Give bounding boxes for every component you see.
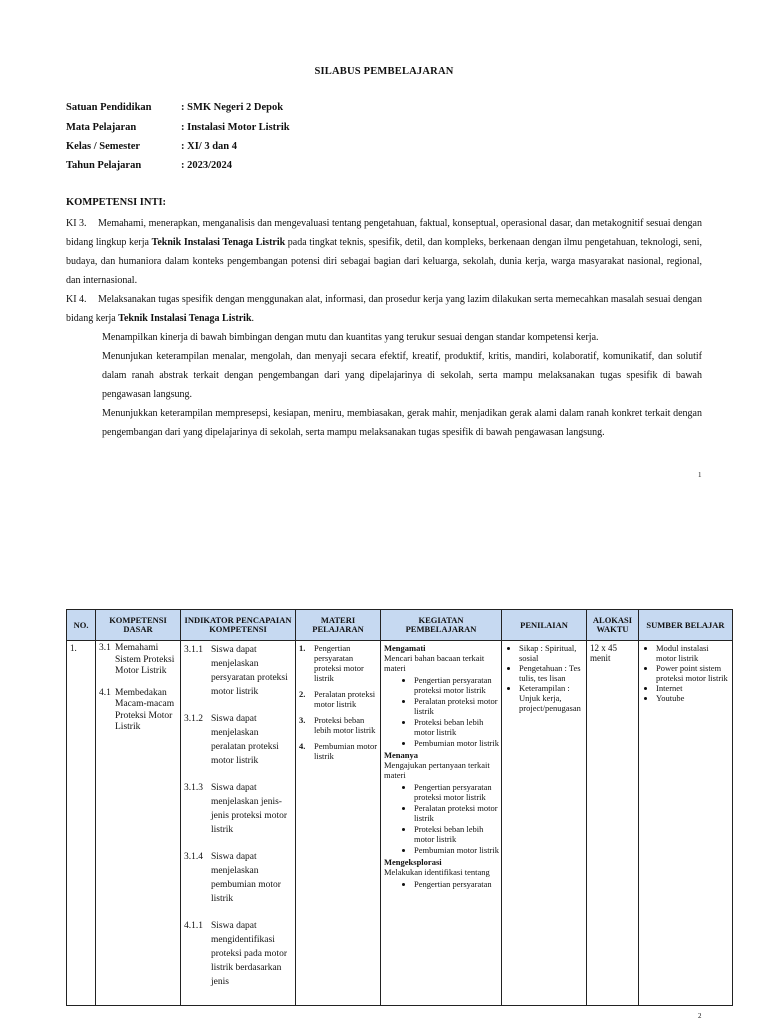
page-number-1: 1 bbox=[698, 471, 702, 479]
cell-kegiatan bbox=[381, 641, 502, 1006]
kd-text: Memahami Sistem Proteksi Motor Listrik bbox=[115, 643, 175, 676]
indikator-number: 3.1.3 bbox=[184, 783, 203, 793]
materi-item bbox=[299, 643, 378, 683]
indikator-text: Siswa dapat menjelaskan pembumian motor listrik bbox=[211, 852, 281, 904]
identity-label: Kelas / Semester bbox=[66, 141, 141, 152]
cell-alokasi: 12 x 45 menit bbox=[587, 641, 639, 1006]
ki-4-label: KI 4. bbox=[66, 294, 87, 305]
column-header: KEGIATAN PEMBELAJARAN bbox=[381, 610, 502, 641]
indikator-item bbox=[184, 712, 293, 768]
kegiatan-title: Mengamati bbox=[384, 643, 426, 653]
column-header: SUMBER BELAJAR bbox=[639, 610, 733, 641]
indikator-number: 4.1.1 bbox=[184, 921, 203, 931]
identity-value: : XI/ 3 dan 4 bbox=[181, 141, 238, 152]
cell-indikator bbox=[181, 641, 296, 1006]
table-row bbox=[67, 641, 733, 1006]
list-item: • Peralatan proteksi motor listrik bbox=[414, 696, 499, 716]
identity-value: : 2023/2024 bbox=[181, 160, 233, 171]
materi-item bbox=[299, 689, 378, 709]
kegiatan-desc: Mencari bahan bacaan terkait materi bbox=[384, 653, 485, 673]
indikator-number: 3.1.2 bbox=[184, 714, 203, 724]
materi-number: 2. bbox=[299, 689, 306, 699]
kegiatan-desc: Melakukan identifikasi tentang bbox=[384, 867, 490, 877]
indikator-text: Siswa dapat menjelaskan persyaratan proteksi motor listrik bbox=[211, 645, 288, 697]
syllabus-table bbox=[66, 609, 733, 1006]
kd-number: 4.1 bbox=[99, 687, 111, 698]
sumber-item: • Internet bbox=[656, 683, 730, 693]
materi-item bbox=[299, 741, 378, 761]
ki-4-para-2: Menampilkan kinerja di bawah bimbingan dengan mutu dan kuantitas yang terukur sesuai dengan standar kompetensi kerja. bbox=[102, 332, 599, 343]
identity-label: Mata Pelajaran bbox=[66, 122, 137, 133]
list-item: • Peralatan proteksi motor listrik bbox=[414, 803, 499, 823]
ki-4-para-4: Menunjukkan keterampilan mempresepsi, kesiapan, meniru, membiasakan, gerak mahir, menjadikan gerak alami dalam ranah konkret terkait dengan pengembangan dari yang dipelajarinya di sekolah, serta mampu melaksanakan tugas spesifik di bawah pengawasan langsung. bbox=[102, 408, 702, 438]
kegiatan-desc: Mengajukan pertanyaan terkait materi bbox=[384, 760, 490, 780]
materi-text: Peralatan proteksi motor listrik bbox=[314, 689, 376, 709]
list-item: • Pembumian motor listrik bbox=[414, 845, 499, 855]
column-header: MATERI PELAJARAN bbox=[296, 610, 381, 641]
materi-number: 4. bbox=[299, 741, 306, 751]
ki-3 bbox=[66, 214, 702, 290]
penilaian-item: • Sikap : Spiritual, sosial bbox=[519, 643, 584, 663]
indikator-item bbox=[184, 850, 293, 906]
column-header: KOMPETENSI DASAR bbox=[96, 610, 181, 641]
list-item: • Pembumian motor listrik bbox=[414, 738, 499, 748]
kd-number: 3.1 bbox=[99, 643, 111, 653]
materi-item bbox=[299, 715, 378, 735]
materi-text: Pembumian motor listrik bbox=[314, 741, 378, 761]
identity-label: Satuan Pendidikan bbox=[66, 102, 152, 113]
identity-value: : SMK Negeri 2 Depok bbox=[181, 102, 284, 113]
kompetensi-inti-heading: KOMPETENSI INTI: bbox=[66, 197, 167, 208]
sumber-item: • Youtube bbox=[656, 693, 730, 703]
column-header: PENILAIAN bbox=[502, 610, 587, 641]
column-header: NO. bbox=[67, 610, 96, 641]
indikator-text: Siswa dapat menjelaskan jenis-jenis proteksi motor listrik bbox=[211, 783, 287, 835]
materi-number: 1. bbox=[299, 643, 306, 653]
sumber-item: • Modul instalasi motor listrik bbox=[656, 643, 730, 663]
materi-text: Proteksi beban lebih motor listrik bbox=[314, 715, 376, 735]
sumber-item: • Power point sistem proteksi motor listrik bbox=[656, 663, 730, 683]
cell-penilaian bbox=[502, 641, 587, 1006]
page-number-2: 2 bbox=[698, 1012, 702, 1020]
ki-3-text: Memahami, menerapkan, menganalisis dan mengevaluasi tentang pengetahuan, faktual, konseptual, operasional dasar, dan metakognitif sesuai dengan bidang lingkup kerja Teknik Instalasi Tenaga Listrik pada tingkat teknis, spesifik, detil, dan kompleks, berkenaan dengan ilmu pengetahuan, teknologi, seni, budaya, dan humaniora dalam konteks pengembangan potensi diri sebagai bagian dari keluarga, sekolah, dunia kerja, warga masyarakat nasional, regional, dan internasional. bbox=[66, 218, 702, 286]
kompetensi-dasar-item bbox=[99, 643, 178, 678]
cell-kompetensi-dasar bbox=[96, 641, 181, 1006]
list-item: • Pengertian persyaratan proteksi motor listrik bbox=[414, 782, 499, 802]
cell-sumber bbox=[639, 641, 733, 1006]
kegiatan-list bbox=[384, 675, 499, 748]
indikator-text: Siswa dapat mengidentifikasi proteksi pada motor listrik berdasarkan jenis bbox=[211, 921, 287, 987]
indikator-number: 3.1.4 bbox=[184, 852, 203, 862]
indikator-item bbox=[184, 781, 293, 837]
indikator-number: 3.1.1 bbox=[184, 645, 203, 655]
kegiatan-list bbox=[384, 879, 499, 889]
ki-4-text: Melaksanakan tugas spesifik dengan menggunakan alat, informasi, dan prosedur kerja yang lazim dilakukan serta memecahkan masalah sesuai dengan bidang kerja Teknik Instalasi Tenaga Listrik. bbox=[66, 294, 702, 324]
cell-materi bbox=[296, 641, 381, 1006]
list-item: • Pengertian persyaratan bbox=[414, 879, 499, 889]
indikator-item bbox=[184, 643, 293, 699]
kd-text: Membedakan Macam-macam Proteksi Motor Listrik bbox=[115, 687, 175, 732]
kegiatan-list bbox=[384, 782, 499, 855]
materi-text: Pengertian persyaratan proteksi motor listrik bbox=[314, 643, 364, 683]
cell-no: 1. bbox=[67, 641, 96, 1006]
kegiatan-title: Mengeksplorasi bbox=[384, 857, 442, 867]
list-item: • Pengertian persyaratan proteksi motor listrik bbox=[414, 675, 499, 695]
ki-4-para-3: Menunjukan keterampilan menalar, mengolah, dan menyaji secara efektif, kreatif, produktif, kritis, mandiri, kolaboratif, komunikatif, dan solutif dalam ranah abstrak terkait dengan pengembangan dari yang dipelajarinya di sekolah, serta mampu melaksanakan tugas spesifik di bawah pengawasan langsung. bbox=[102, 351, 702, 400]
materi-number: 3. bbox=[299, 715, 306, 725]
document-title: SILABUS PEMBELAJARAN bbox=[314, 66, 454, 77]
indikator-text: Siswa dapat menjelaskan peralatan proteksi motor listrik bbox=[211, 714, 279, 766]
indikator-item bbox=[184, 919, 293, 989]
ki-4 bbox=[66, 290, 702, 442]
column-header: ALOKASI WAKTU bbox=[587, 610, 639, 641]
column-header: INDIKATOR PENCAPAIAN KOMPETENSI bbox=[181, 610, 296, 641]
penilaian-item: • Keterampilan : Unjuk kerja, project/penugasan bbox=[519, 683, 584, 713]
ki-3-label: KI 3. bbox=[66, 218, 87, 229]
identity-value: : Instalasi Motor Listrik bbox=[181, 122, 290, 133]
list-item: • Proteksi beban lebih motor listrik bbox=[414, 717, 499, 737]
kegiatan-title: Menanya bbox=[384, 750, 418, 760]
list-item: • Proteksi beban lebih motor listrik bbox=[414, 824, 499, 844]
identity-label: Tahun Pelajaran bbox=[66, 160, 142, 171]
penilaian-item: • Pengetahuan : Tes tulis, tes lisan bbox=[519, 663, 584, 683]
kompetensi-dasar-item bbox=[99, 688, 178, 734]
table-header-row bbox=[67, 610, 733, 641]
